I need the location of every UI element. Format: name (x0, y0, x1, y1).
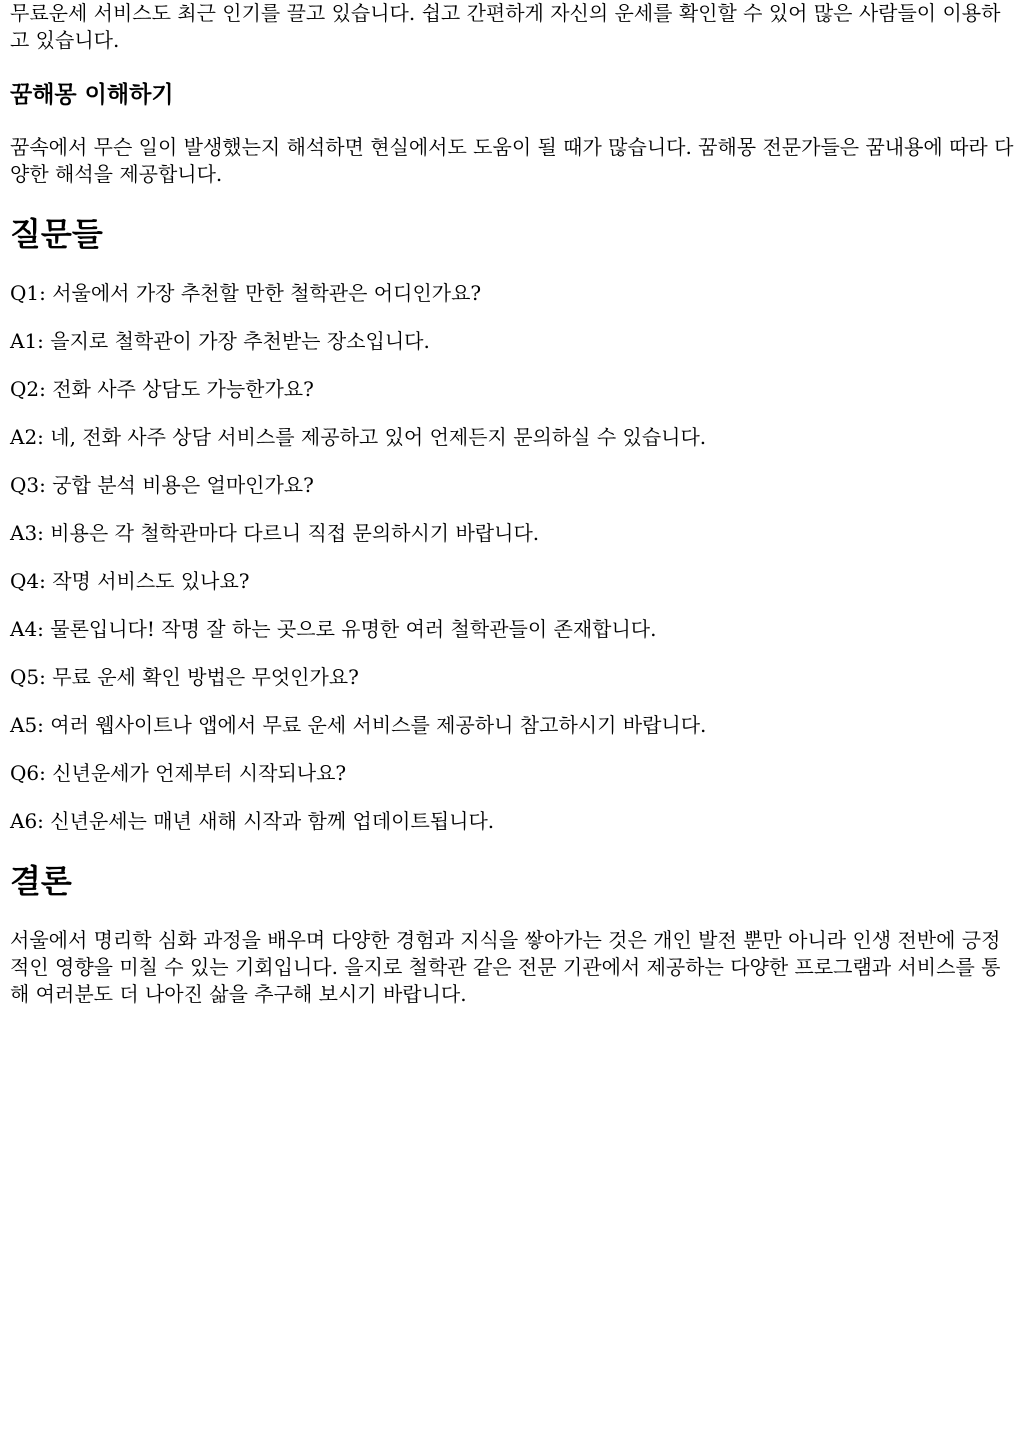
faq-question: Q2: 전화 사주 상담도 가능한가요? (10, 377, 314, 401)
faq-heading: 질문들 (10, 215, 103, 253)
faq-question: Q3: 궁합 분석 비용은 얼마인가요? (10, 473, 314, 497)
faq-list (10, 280, 1014, 835)
faq-answer: A4: 물론입니다! 작명 잘 하는 곳으로 유명한 여러 철학관들이 존재합니다. (10, 617, 657, 641)
faq-answer: A3: 비용은 각 철학관마다 다르니 직접 문의하시기 바랍니다. (10, 521, 540, 545)
faq-question: Q4: 작명 서비스도 있나요? (10, 569, 250, 593)
faq-question: Q6: 신년운세가 언제부터 시작되나요? (10, 761, 347, 785)
faq-answer: A2: 네, 전화 사주 상담 서비스를 제공하고 있어 언제든지 문의하실 수 있습니다. (10, 425, 707, 449)
faq-answer: A5: 여러 웹사이트나 앱에서 무료 운세 서비스를 제공하니 참고하시기 바랍니다. (10, 713, 707, 737)
conclusion-heading: 결론 (10, 862, 72, 900)
intro-paragraph: 무료운세 서비스도 최근 인기를 끌고 있습니다. 쉽고 간편하게 자신의 운세를 확인할 수 있어 많은 사람들이 이용하고 있습니다. (10, 1, 1001, 52)
conclusion-paragraph: 서울에서 명리학 심화 과정을 배우며 다양한 경험과 지식을 쌓아가는 것은 개인 발전 뿐만 아니라 인생 전반에 긍정적인 영향을 미칠 수 있는 기회입니다. 을지로 철학관 같은 전문 기관에서 제공하는 다양한 프로그램과 서비스를 통해 여러분도 더 나아진 삶을 추구해 보시기 바랍니다. (10, 928, 1001, 1006)
faq-question: Q1: 서울에서 가장 추천할 만한 철학관은 어디인가요? (10, 281, 482, 305)
faq-question: Q5: 무료 운세 확인 방법은 무엇인가요? (10, 665, 359, 689)
dream-section-paragraph: 꿈속에서 무슨 일이 발생했는지 해석하면 현실에서도 도움이 될 때가 많습니다. 꿈해몽 전문가들은 꿈내용에 따라 다양한 해석을 제공합니다. (10, 135, 1014, 186)
faq-answer: A1: 을지로 철학관이 가장 추천받는 장소입니다. (10, 329, 430, 353)
dream-section-heading: 꿈해몽 이해하기 (10, 82, 174, 108)
faq-answer: A6: 신년운세는 매년 새해 시작과 함께 업데이트됩니다. (10, 809, 495, 833)
